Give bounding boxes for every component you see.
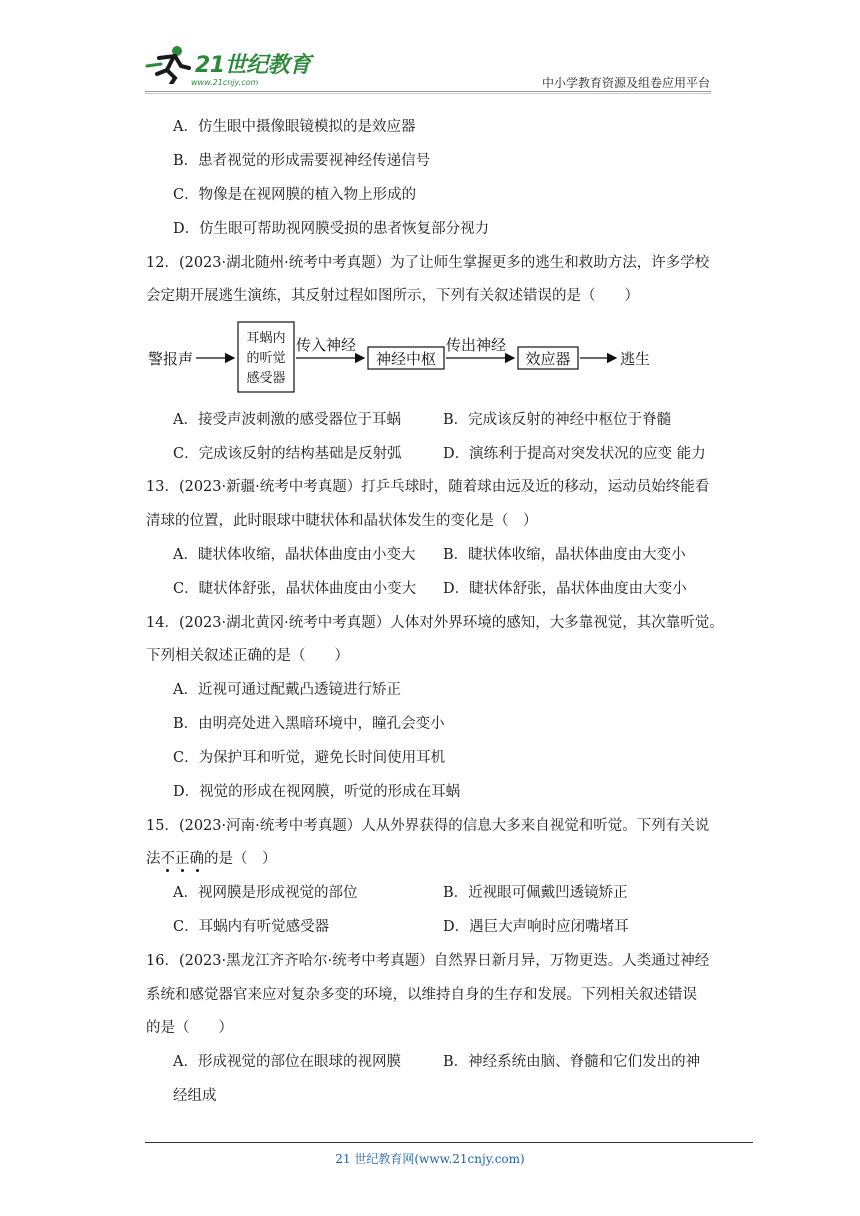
q14-option-d: D．视觉的形成在视网膜，听觉的形成在耳蜗: [173, 784, 461, 800]
header-divider: [145, 91, 711, 92]
q11-option-a: A．仿生眼中摄像眼镜模拟的是效应器: [173, 119, 416, 135]
efferent-label: 传出神经: [446, 336, 507, 354]
runner-logo-icon: [145, 44, 193, 84]
q12-option-b: B．完成该反射的神经中枢位于脊髓: [443, 412, 672, 428]
reflex-arc-diagram: [146, 320, 666, 395]
q14-option-a: A．近视可通过配戴凸透镜进行矫正: [173, 682, 401, 698]
q15-stem-line1: 15．(2023·河南·统考中考真题）人从外界获得的信息大多来自视觉和听觉。下列有关说: [146, 818, 710, 834]
q11-option-d: D．仿生眼可帮助视网膜受损的患者恢复部分视力: [173, 221, 490, 237]
receptor-line2: 的听觉: [246, 351, 286, 366]
q15-option-a: A．视网膜是形成视觉的部位: [173, 885, 358, 901]
q13-option-d: D．睫状体舒张，晶状体曲度由大变小: [443, 581, 687, 597]
q12-option-d: D．演练利于提高对突发状况的应变 能力: [443, 446, 706, 462]
emphasis-dot: [196, 869, 199, 872]
q16-option-b-continued: 经组成: [173, 1088, 217, 1104]
q16-stem-line2: 系统和感觉器官来应对复杂多变的环境，以维持自身的生存和发展。下列相关叙述错误: [146, 987, 697, 1003]
q14-option-b: B．由明亮处进入黑暗环境中，瞳孔会变小: [173, 716, 445, 732]
q13-stem-line2: 清球的位置，此时眼球中睫状体和晶状体发生的变化是（ ）: [146, 513, 538, 529]
q13-stem-line1: 13．(2023·新疆·统考中考真题）打乒乓球时，随着球由远及近的移动，运动员始终能看: [146, 479, 710, 495]
q14-stem-line1: 14．(2023·湖北黄冈·统考中考真题）人体对外界环境的感知，大多靠视觉，其次靠听觉。: [146, 615, 724, 631]
diagram-end-label: 逃生: [620, 350, 651, 368]
logo-url: www.21cnjy.com: [191, 78, 259, 87]
emphasis-dot: [181, 869, 184, 872]
q15-stem-line2: 法不正确的是（ ）: [146, 851, 277, 867]
q16-stem-line1: 16．(2023·黑龙江齐齐哈尔·统考中考真题）自然界日新月异，万物更迭。人类通过神经: [146, 953, 710, 969]
q16-option-b: B．神经系统由脑、脊髓和它们发出的神: [443, 1054, 701, 1070]
q15-option-b: B．近视眼可佩戴凹透镜矫正: [443, 885, 628, 901]
q16-stem-line3: 的是（ ）: [146, 1020, 233, 1036]
q13-option-a: A．睫状体收缩，晶状体曲度由小变大: [173, 547, 416, 563]
page-header: [145, 40, 710, 92]
header-divider-thin: [145, 93, 711, 94]
emphasis-dot: [166, 869, 169, 872]
receptor-line1: 耳蜗内: [246, 331, 286, 346]
q14-stem-line2: 下列相关叙述正确的是（ ）: [146, 648, 349, 664]
q11-option-c: C．物像是在视网膜的植入物上形成的: [173, 187, 417, 203]
afferent-label: 传入神经: [296, 336, 357, 354]
q15-option-d: D．遇巨大声响时应闭嘴堵耳: [443, 919, 629, 935]
site-logo: [145, 40, 325, 92]
q12-stem-line1: 12．(2023·湖北随州·统考中考真题）为了让师生掌握更多的逃生和救助方法，许多学校: [146, 255, 710, 271]
footer-divider: [145, 1142, 753, 1143]
header-platform-text: 中小学教育资源及组卷应用平台: [541, 76, 710, 90]
diagram-start-label: 警报声: [148, 350, 194, 368]
footer-link[interactable]: 21 世纪教育网(www.21cnjy.com): [335, 1152, 525, 1166]
logo-text: 21世纪教育: [195, 53, 311, 78]
q13-option-c: C．睫状体舒张，晶状体曲度由小变大: [173, 581, 417, 597]
q12-stem-line2: 会定期开展逃生演练，其反射过程如图所示，下列有关叙述错误的是（ ）: [146, 288, 639, 304]
q15-option-c: C．耳蜗内有听觉感受器: [173, 919, 330, 935]
center-label: 神经中枢: [375, 350, 437, 368]
effector-label: 效应器: [525, 350, 571, 368]
q16-option-a: A．形成视觉的部位在眼球的视网膜: [173, 1054, 401, 1070]
q12-option-a: A．接受声波刺激的感受器位于耳蜗: [173, 412, 401, 428]
q12-option-c: C．完成该反射的结构基础是反射弧: [173, 446, 402, 462]
q13-option-b: B．睫状体收缩，晶状体曲度由大变小: [443, 547, 686, 563]
receptor-line3: 感受器: [246, 371, 286, 386]
q14-option-c: C．为保护耳和听觉，避免长时间使用耳机: [173, 750, 446, 766]
q11-option-b: B．患者视觉的形成需要视神经传递信号: [173, 153, 431, 169]
